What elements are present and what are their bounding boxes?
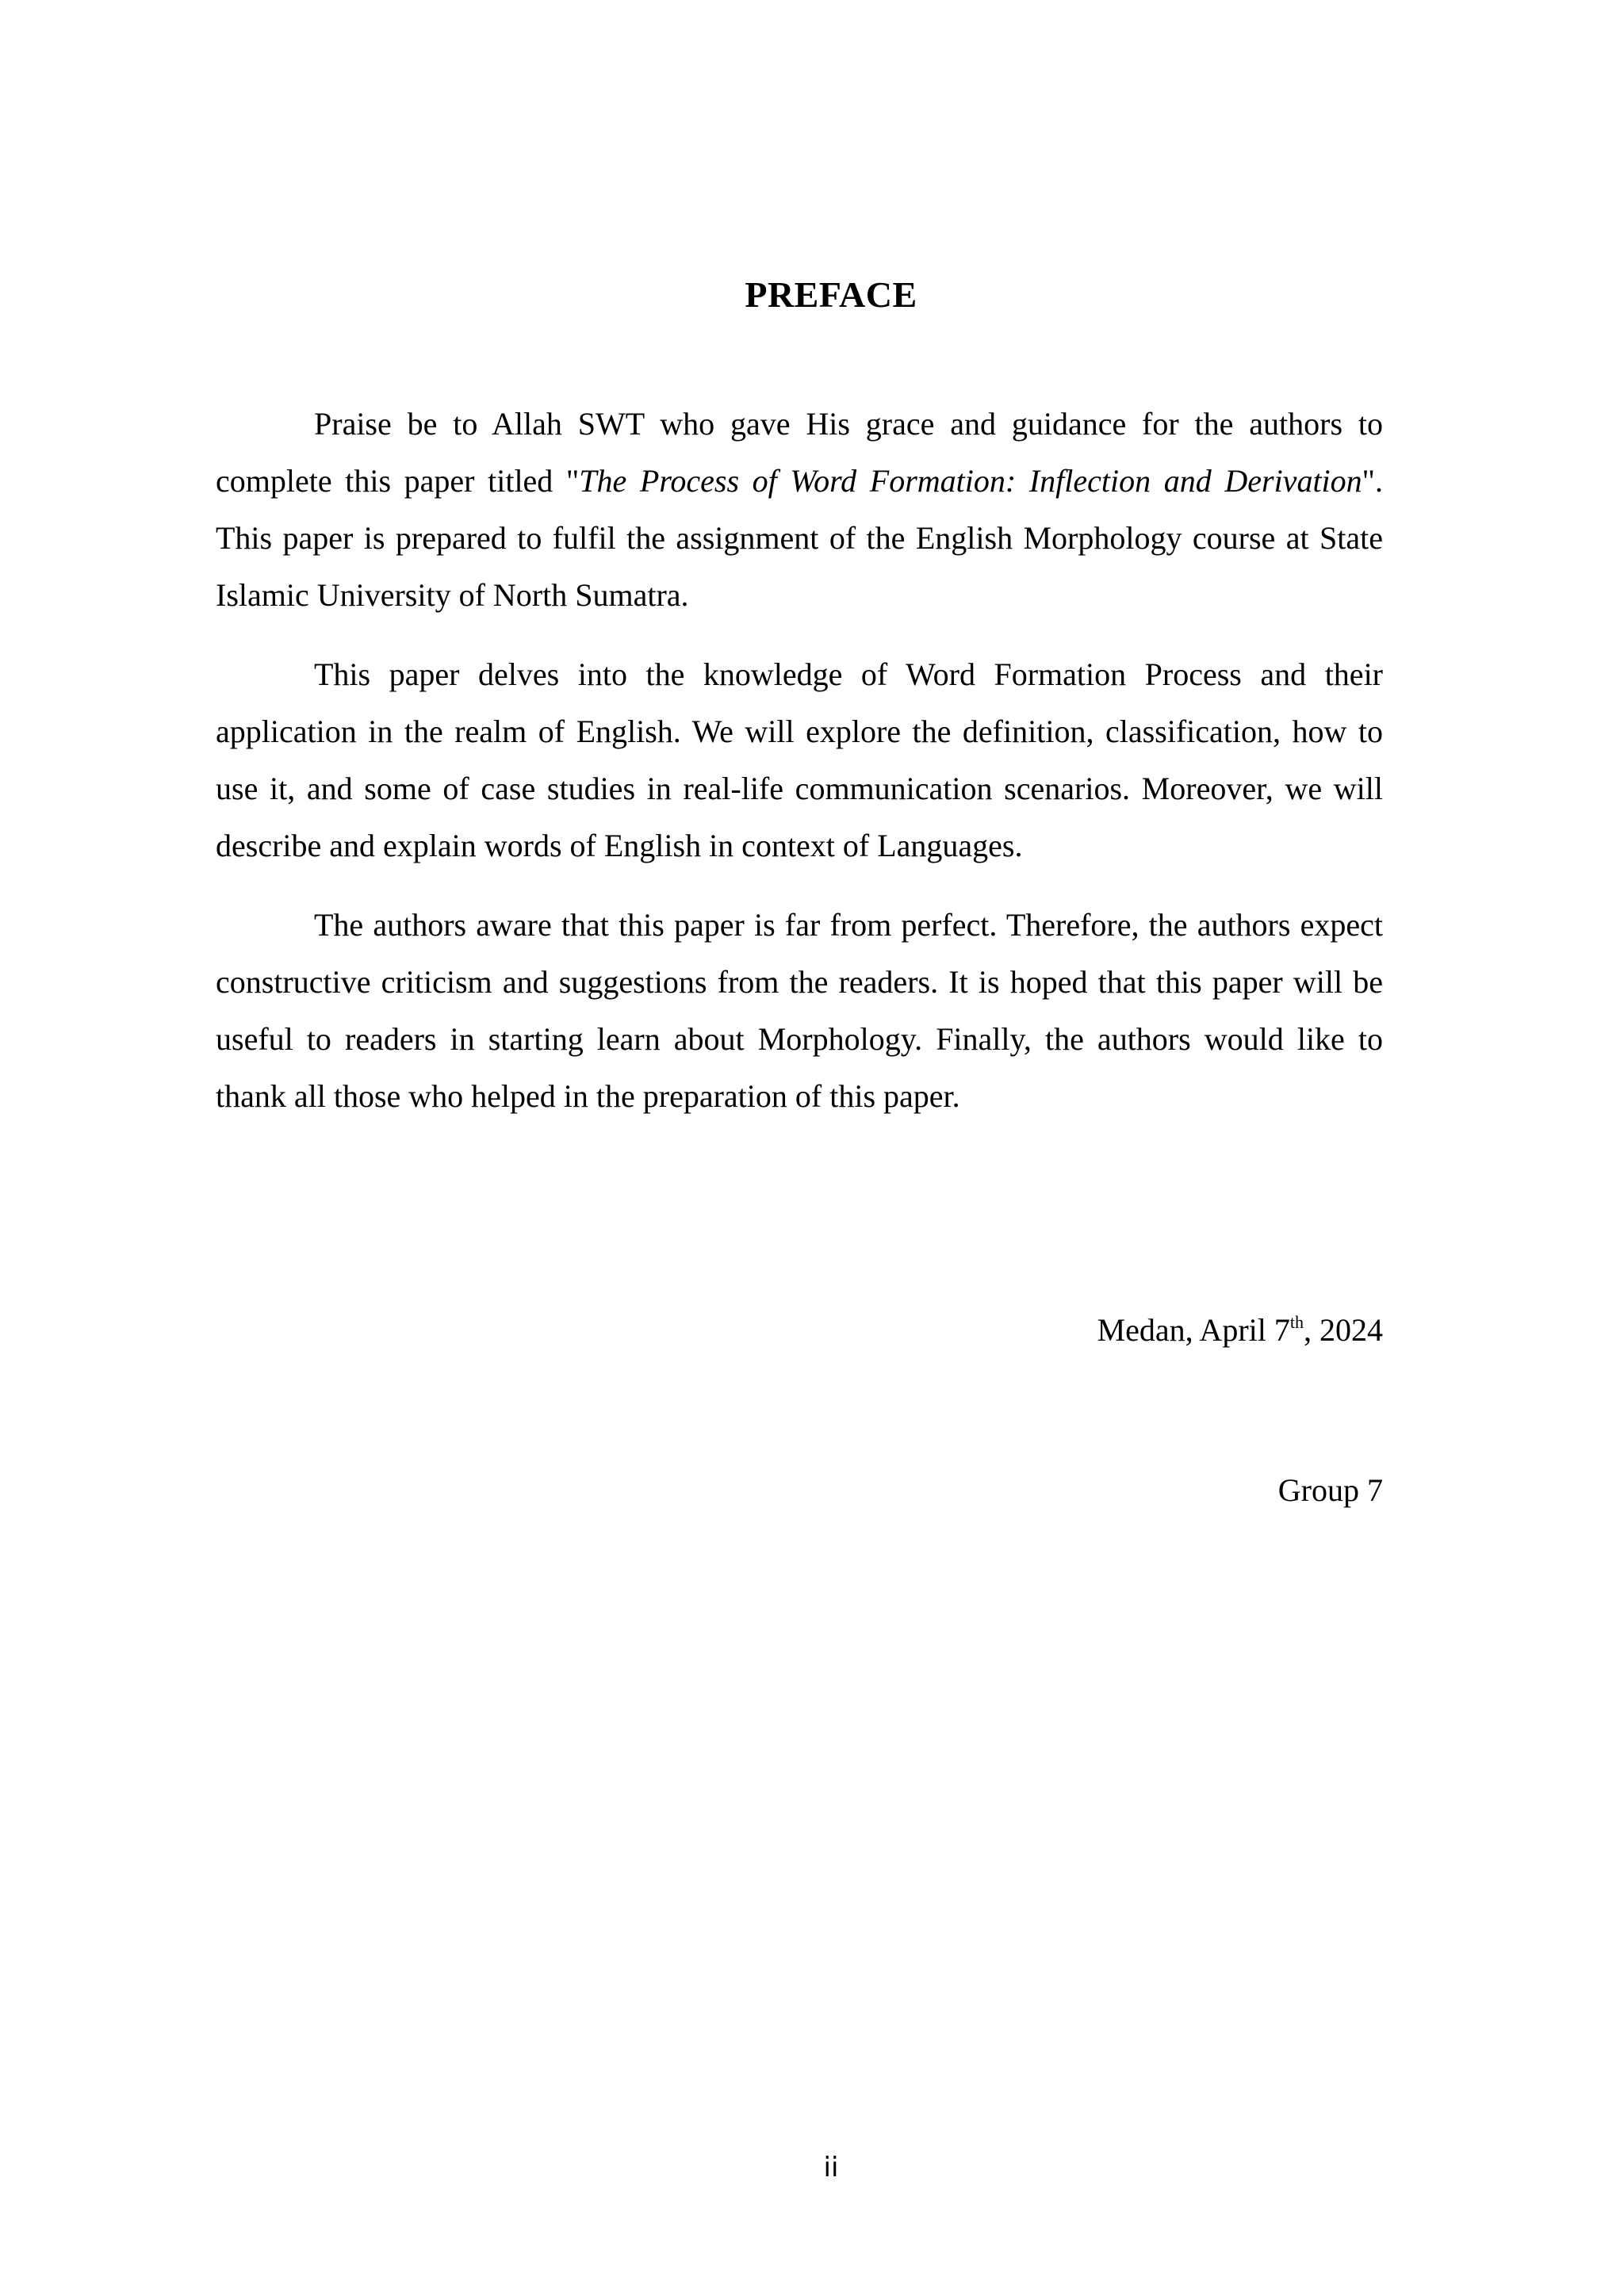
page-title: PREFACE <box>745 274 917 315</box>
place-date-year: , 2024 <box>1304 1312 1383 1348</box>
paragraph-1-rest: ". This paper is prepared to fulfil the assignment of the English Morphology course at State Islamic University of North Sumatra. <box>216 463 1383 613</box>
preface-body <box>216 396 1383 1125</box>
place-date <box>1097 1302 1383 1359</box>
date-ordinal-suffix: th <box>1289 1311 1304 1332</box>
paragraph-2: This paper delves into the knowledge of Word Formation Process and their application in the realm of English. We will explore the definition, classification, how to use it, and some of case studies in real-life communication scenarios. Moreover, we will describe and explain words of English in context of Languages. <box>216 656 1383 863</box>
paragraph-1-intro: Praise be to Allah SWT who gave His grace and guidance for the authors to complete this paper titled " <box>216 406 1383 499</box>
group-name: Group 7 <box>1277 1472 1383 1508</box>
paragraph-1 <box>216 396 1383 624</box>
place-date-main: Medan, April 7 <box>1097 1312 1290 1348</box>
paper-title: The Process of Word Formation: Inflection and Derivation <box>579 463 1362 499</box>
page-number: ii <box>823 2152 839 2183</box>
paragraph-3: The authors aware that this paper is far from perfect. Therefore, the authors expect constructive criticism and suggestions from the readers. It is hoped that this paper will be useful to readers in starting learn about Morphology. Finally, the authors would like to thank all those who helped in the preparation of this paper. <box>216 907 1383 1114</box>
